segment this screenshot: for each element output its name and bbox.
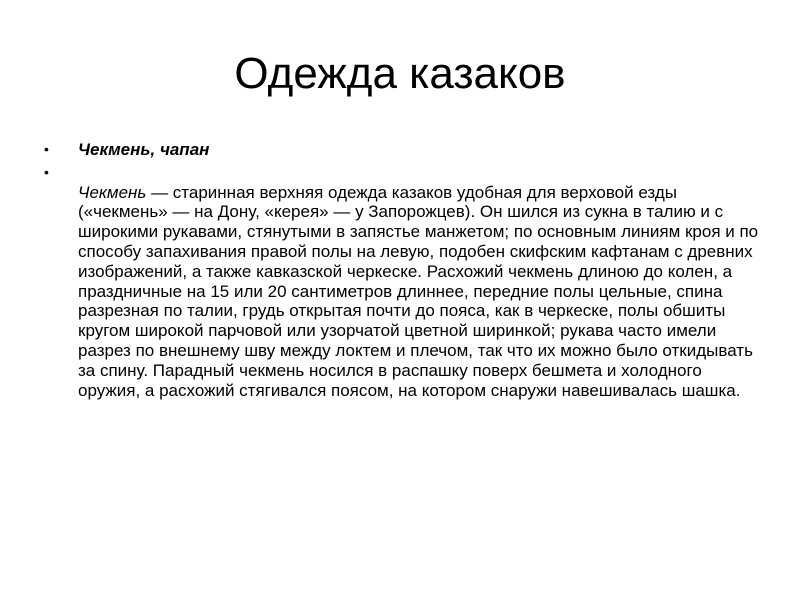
bullet-item-description <box>40 163 760 401</box>
bullet-dot-icon: • <box>44 141 49 157</box>
bullet-dot-icon: • <box>44 163 49 180</box>
description-term: Чекмень <box>78 182 147 202</box>
bullet-heading-text: Чекмень, чапан <box>78 140 210 159</box>
slide-title: Одежда казаков <box>234 49 566 98</box>
description-text: — старинная верхняя одежда казаков удобная для верховой езды («чекмень» — на Дону, «керея» — у Запорожцев). Он шился из сукна в талию и с широкими рукавами, стянутыми в запястье манжетом; по основным линиям кроя и по способу запахивания правой полы на левую, подобен скифским кафтанам с древних изображений, а также кавказской черкеске. Расхожий чекмень длиною до колен, а праздничные на 15 или 20 сантиметров длиннее, передние полы цельные, спина разрезная по талии, грудь открытая почти до пояса, как в черкеске, полы обшиты кругом широкой парчовой или узорчатой цветной ширинкой; рукава часто имели разрез по внешнему шву между локтем и плечом, так что их можно было откидывать за спину. Парадный чекмень носился в распашку поверх бешмета и холодного оружия, а расхожий стягивался поясом, на котором снаружи навешивалась шашка. <box>78 182 759 400</box>
bullet-item-heading <box>40 140 760 160</box>
blank-line <box>78 163 760 183</box>
bullet-list <box>40 140 760 400</box>
